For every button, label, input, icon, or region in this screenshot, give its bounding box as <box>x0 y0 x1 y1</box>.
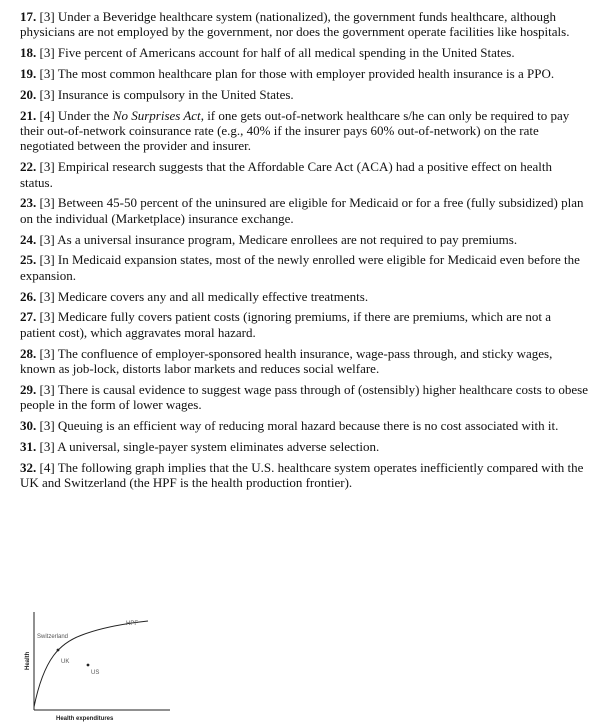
question-act-name: No Surprises Act <box>112 107 201 123</box>
question-text: The most common healthcare plan for those with employer provided health insurance is a PPO. <box>57 66 555 81</box>
question-number: 17. <box>20 9 37 24</box>
question-number: 25. <box>20 252 37 268</box>
y-axis-label: Health <box>25 651 31 670</box>
question-number: 31. <box>20 438 37 454</box>
question-points: [3] <box>39 252 55 268</box>
question-number: 21. <box>20 107 37 123</box>
question-number: 19. <box>20 66 37 81</box>
question-item <box>20 66 588 81</box>
question-text: The following graph implies that the U.S. healthcare system operates inefficiently compared with the UK and Switzerland (the HPF is the health production frontier). <box>20 459 584 491</box>
question-item <box>20 45 588 60</box>
hpf-graph-svg <box>20 608 250 726</box>
question-points: [3] <box>39 86 55 102</box>
question-item <box>20 418 588 433</box>
question-points: [3] <box>39 45 55 61</box>
question-number: 20. <box>20 86 37 102</box>
question-list <box>20 9 588 496</box>
question-item <box>20 108 588 154</box>
question-text: Insurance is compulsory in the United States. <box>57 86 294 102</box>
question-points: [3] <box>39 288 55 304</box>
question-item <box>20 382 588 413</box>
question-number: 22. <box>20 159 37 175</box>
question-points: [3] <box>39 309 55 325</box>
question-item <box>20 252 588 283</box>
question-item <box>20 309 588 340</box>
label-us: US <box>91 670 100 676</box>
question-item <box>20 159 588 190</box>
question-text: Empirical research suggests that the Affordable Care Act (ACA) had a positive effect on health status. <box>20 159 552 190</box>
question-number: 28. <box>20 345 37 361</box>
question-number: 18. <box>20 45 37 61</box>
question-item <box>20 439 588 454</box>
question-item <box>20 460 588 491</box>
question-number: 24. <box>20 231 37 247</box>
question-text-pre: Under the <box>57 107 113 123</box>
question-text: Medicare covers any and all medically effective treatments. <box>57 288 369 304</box>
question-number: 23. <box>20 195 37 211</box>
question-points: [3] <box>39 159 55 175</box>
question-text: Between 45-50 percent of the uninsured are eligible for Medicaid or for a free (fully subsidized) plan on the individual (Marketplace) insurance exchange. <box>20 195 584 226</box>
question-points: [3] <box>39 66 55 81</box>
question-number: 27. <box>20 309 37 325</box>
question-text: Under a Beveridge healthcare system (nationalized), the government funds healthcare, although physicians are not employed by the government, nor does the government operate facilities like hospitals. <box>20 9 570 40</box>
question-text: Queuing is an efficient way of reducing moral hazard because there is no cost associated with it. <box>57 418 559 434</box>
question-text: Medicare fully covers patient costs (ignoring premiums, if there are premiums, which are not a patient cost), which aggravates moral hazard. <box>20 309 552 340</box>
x-axis-label: Health expenditures <box>56 716 114 722</box>
question-text: The confluence of employer-sponsored health insurance, wage-pass through, and sticky wages, known as job-lock, distorts labor markets and reduces social welfare. <box>20 345 553 377</box>
question-item <box>20 232 588 247</box>
question-item <box>20 346 588 377</box>
question-points: [3] <box>39 195 55 211</box>
question-number: 30. <box>20 418 37 434</box>
question-number: 32. <box>20 459 37 475</box>
point-uk <box>57 649 60 652</box>
question-text: In Medicaid expansion states, most of the newly enrolled were eligible for Medicaid even before the expansion. <box>20 252 580 283</box>
question-points: [3] <box>39 418 55 434</box>
hpf-label: HPF <box>126 621 138 627</box>
question-points: [3] <box>39 381 55 397</box>
point-us <box>87 664 90 667</box>
question-number: 26. <box>20 288 37 304</box>
label-switzerland: Switzerland <box>37 634 69 640</box>
question-text: As a universal insurance program, Medicare enrollees are not required to pay premiums. <box>57 231 518 247</box>
question-points: [3] <box>39 231 55 247</box>
question-item <box>20 87 588 102</box>
label-uk: UK <box>61 659 70 665</box>
question-item <box>20 9 588 40</box>
question-text: , if one gets out-of-network healthcare s/he can only be required to pay their out-of-network coinsurance rate (e.g., 40% if the insurer pays 60% out-of-network) on the rate negotiated between the provider and insurer. <box>20 107 570 154</box>
question-number: 29. <box>20 381 37 397</box>
hpf-graph <box>20 608 250 726</box>
question-points: [3] <box>39 9 55 24</box>
question-text: A universal, single-payer system eliminates adverse selection. <box>57 438 380 454</box>
question-points: [4] <box>39 107 55 123</box>
question-points: [3] <box>39 345 55 361</box>
question-item <box>20 289 588 304</box>
question-text: Five percent of Americans account for half of all medical spending in the United States. <box>57 45 515 61</box>
question-points: [4] <box>39 459 55 475</box>
question-text: There is causal evidence to suggest wage pass through of (ostensibly) higher healthcare costs to obese people in the form of lower wages. <box>20 381 588 413</box>
question-points: [3] <box>39 438 55 454</box>
question-item <box>20 195 588 226</box>
